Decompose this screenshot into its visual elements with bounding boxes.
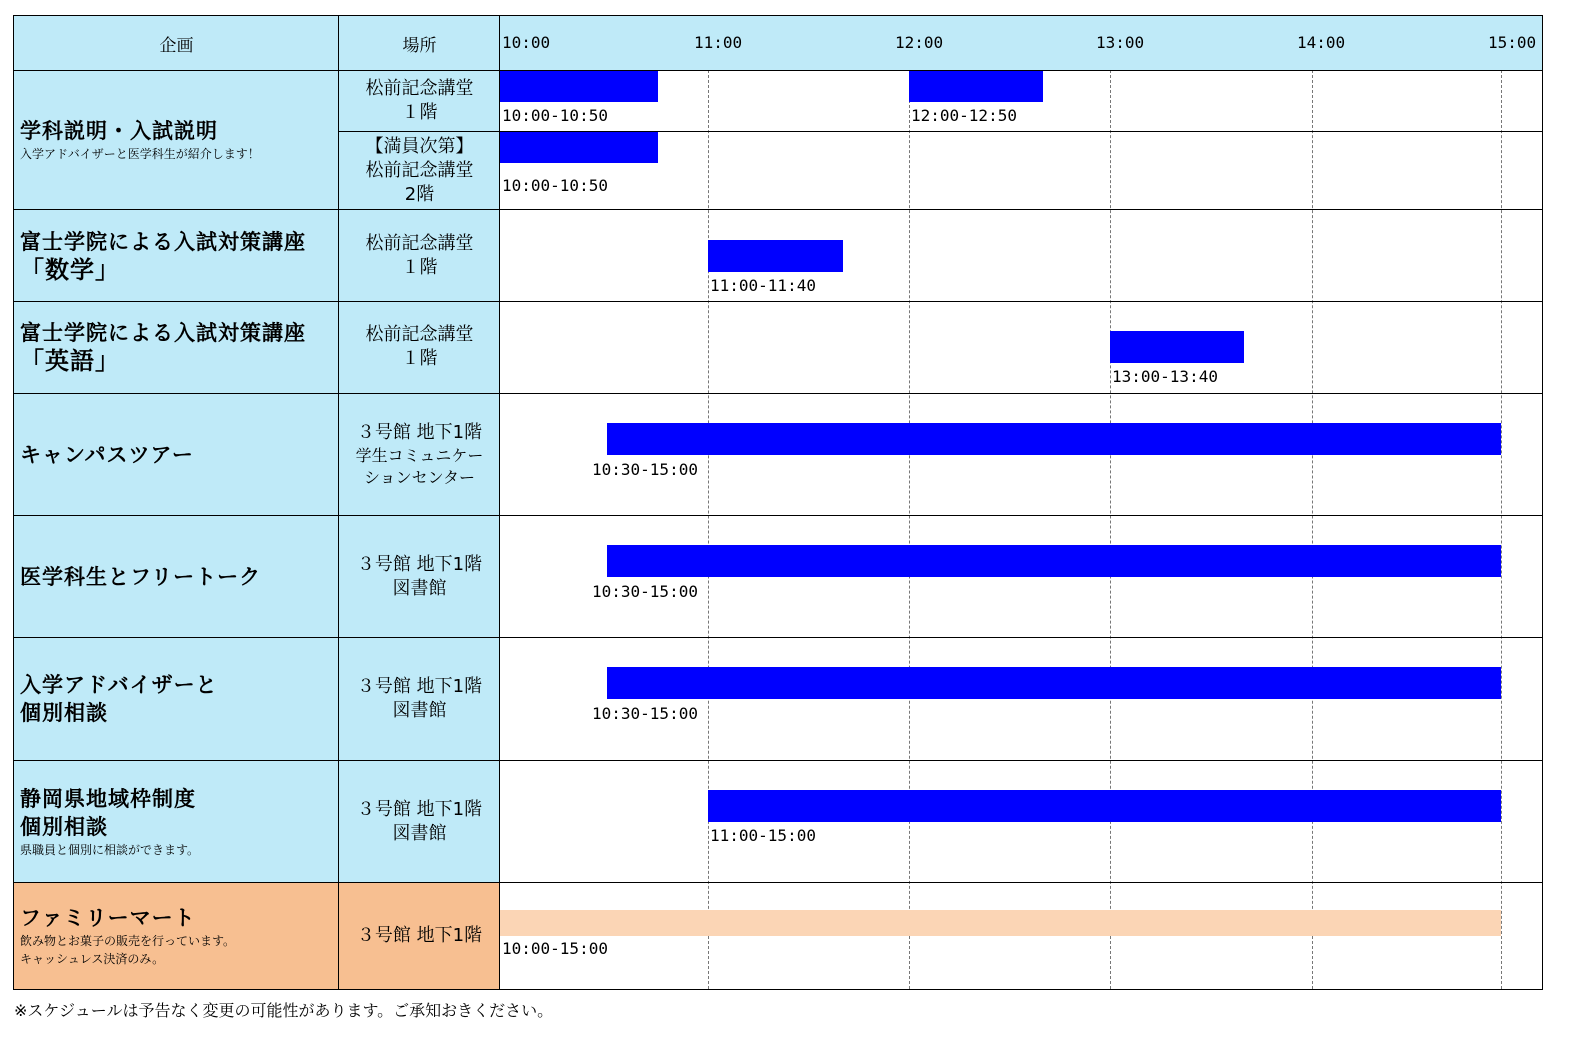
plan-title: 富士学院による入試対策講座 [20, 321, 306, 345]
table-border [13, 760, 1543, 761]
table-border [13, 15, 1543, 16]
table-border [338, 15, 339, 990]
time-tick-label: 14:00 [1297, 33, 1346, 52]
plan-title-subject: 「数学」 [20, 255, 120, 284]
hour-gridline [708, 70, 709, 989]
place-line: ションセンター [363, 467, 476, 487]
place-line: ３号館 地下1階 [356, 798, 483, 820]
plan-cell [14, 393, 339, 516]
session-time-label: 11:00-11:40 [710, 276, 816, 295]
plan-title: 学科説明・入試説明 [20, 119, 218, 143]
table-border [13, 393, 1543, 394]
time-tick-label: 13:00 [1096, 33, 1145, 52]
table-border [13, 15, 14, 990]
plan-title: キャンパスツアー [20, 442, 194, 467]
session-time-label: 10:00-15:00 [502, 939, 608, 958]
place-line: 図書館 [392, 700, 447, 721]
hour-gridline [1312, 70, 1313, 989]
session-bar [1110, 331, 1244, 363]
session-bar [607, 667, 1501, 699]
session-bar [607, 423, 1501, 455]
plan-title: 入学アドバイザーと [20, 673, 218, 697]
session-bar [708, 240, 843, 272]
plan-title: 静岡県地域枠制度 [20, 786, 196, 811]
plan-title: 富士学院による入試対策講座 [20, 229, 306, 254]
plan-cell [14, 883, 339, 989]
plan-subtitle: 入学アドバイザーと医学科生が紹介します！ [20, 147, 260, 161]
place-line: ３号館 地下1階 [356, 925, 483, 946]
place-line: １階 [401, 101, 438, 123]
plan-subtitle: キャッシュレス決済のみ。 [20, 952, 165, 966]
session-bar [500, 131, 658, 163]
time-tick-label: 11:00 [694, 33, 743, 52]
plan-subtitle: 飲み物とお菓子の販売を行っています。 [20, 934, 236, 948]
place-cell [339, 131, 500, 210]
session-time-label: 12:00-12:50 [911, 106, 1017, 125]
place-line: ３号館 地下1階 [356, 554, 483, 575]
place-line: 松前記念講堂 [365, 77, 474, 99]
footer-note: ※スケジュールは予告なく変更の可能性があります。ご承知おきください。 [14, 1001, 554, 1020]
plan-title: ファミリーマート [20, 906, 196, 930]
plan-title-line2: 個別相談 [20, 701, 108, 725]
place-line: ３号館 地下1階 [356, 421, 483, 443]
table-border [13, 882, 1543, 883]
session-bar [909, 70, 1043, 102]
table-border [13, 209, 1543, 210]
plan-title-line2: 個別相談 [20, 814, 108, 839]
plan-title-subject: 「英語」 [20, 347, 120, 375]
place-cell [339, 70, 500, 131]
place-line: 2階 [404, 183, 435, 205]
table-border [13, 301, 1543, 302]
table-border [339, 131, 1543, 132]
session-time-label: 10:00-10:50 [502, 106, 608, 125]
hour-gridline [1110, 70, 1111, 989]
time-tick-label: 12:00 [895, 33, 944, 52]
place-line: ３号館 地下1階 [356, 676, 483, 697]
place-cell [339, 760, 500, 883]
place-cell [339, 638, 500, 760]
plan-title: 医学科生とフリートーク [20, 565, 262, 589]
header-timeline [500, 16, 1542, 70]
place-cell [339, 393, 500, 516]
header-plan-label: 企画 [159, 35, 194, 56]
header-plan [14, 16, 339, 70]
session-bar [500, 70, 658, 102]
plan-cell [14, 760, 339, 883]
place-cell [339, 883, 500, 989]
hour-gridline [909, 70, 910, 989]
session-time-label: 11:00-15:00 [710, 826, 816, 845]
session-time-label: 10:30-15:00 [592, 582, 698, 601]
session-time-label: 13:00-13:40 [1112, 367, 1218, 386]
table-border [13, 989, 1543, 990]
place-line: 【満員次第】 [365, 135, 474, 157]
place-line: 松前記念講堂 [365, 232, 474, 254]
session-time-label: 10:30-15:00 [592, 460, 698, 479]
session-bar [708, 790, 1501, 822]
session-bar [607, 545, 1501, 577]
place-line: 学生コミュニケー [355, 445, 484, 465]
header-place-label: 場所 [402, 35, 437, 56]
plan-cell [14, 210, 339, 301]
plan-cell [14, 638, 339, 760]
place-line: 松前記念講堂 [365, 324, 474, 345]
plan-cell [14, 301, 339, 393]
time-tick-label: 10:00 [502, 33, 551, 52]
plan-cell [14, 70, 339, 210]
session-bar [500, 910, 1501, 936]
plan-subtitle: 県職員と個別に相談ができます。 [20, 842, 200, 857]
table-border [499, 15, 500, 990]
plan-cell [14, 516, 339, 638]
table-border [1542, 15, 1543, 990]
place-line: 図書館 [392, 578, 447, 599]
place-line: １階 [401, 348, 438, 369]
place-cell [339, 210, 500, 301]
hour-gridline [1501, 70, 1502, 989]
table-border [13, 637, 1543, 638]
place-line: １階 [401, 256, 438, 278]
header-place [339, 16, 500, 70]
table-border [13, 70, 1543, 71]
session-time-label: 10:00-10:50 [502, 176, 608, 195]
place-cell [339, 516, 500, 638]
time-tick-label: 15:00 [1488, 33, 1537, 52]
place-line: 図書館 [392, 822, 447, 844]
place-line: 松前記念講堂 [365, 159, 474, 181]
place-cell [339, 301, 500, 393]
session-time-label: 10:30-15:00 [592, 704, 698, 723]
table-border [13, 515, 1543, 516]
